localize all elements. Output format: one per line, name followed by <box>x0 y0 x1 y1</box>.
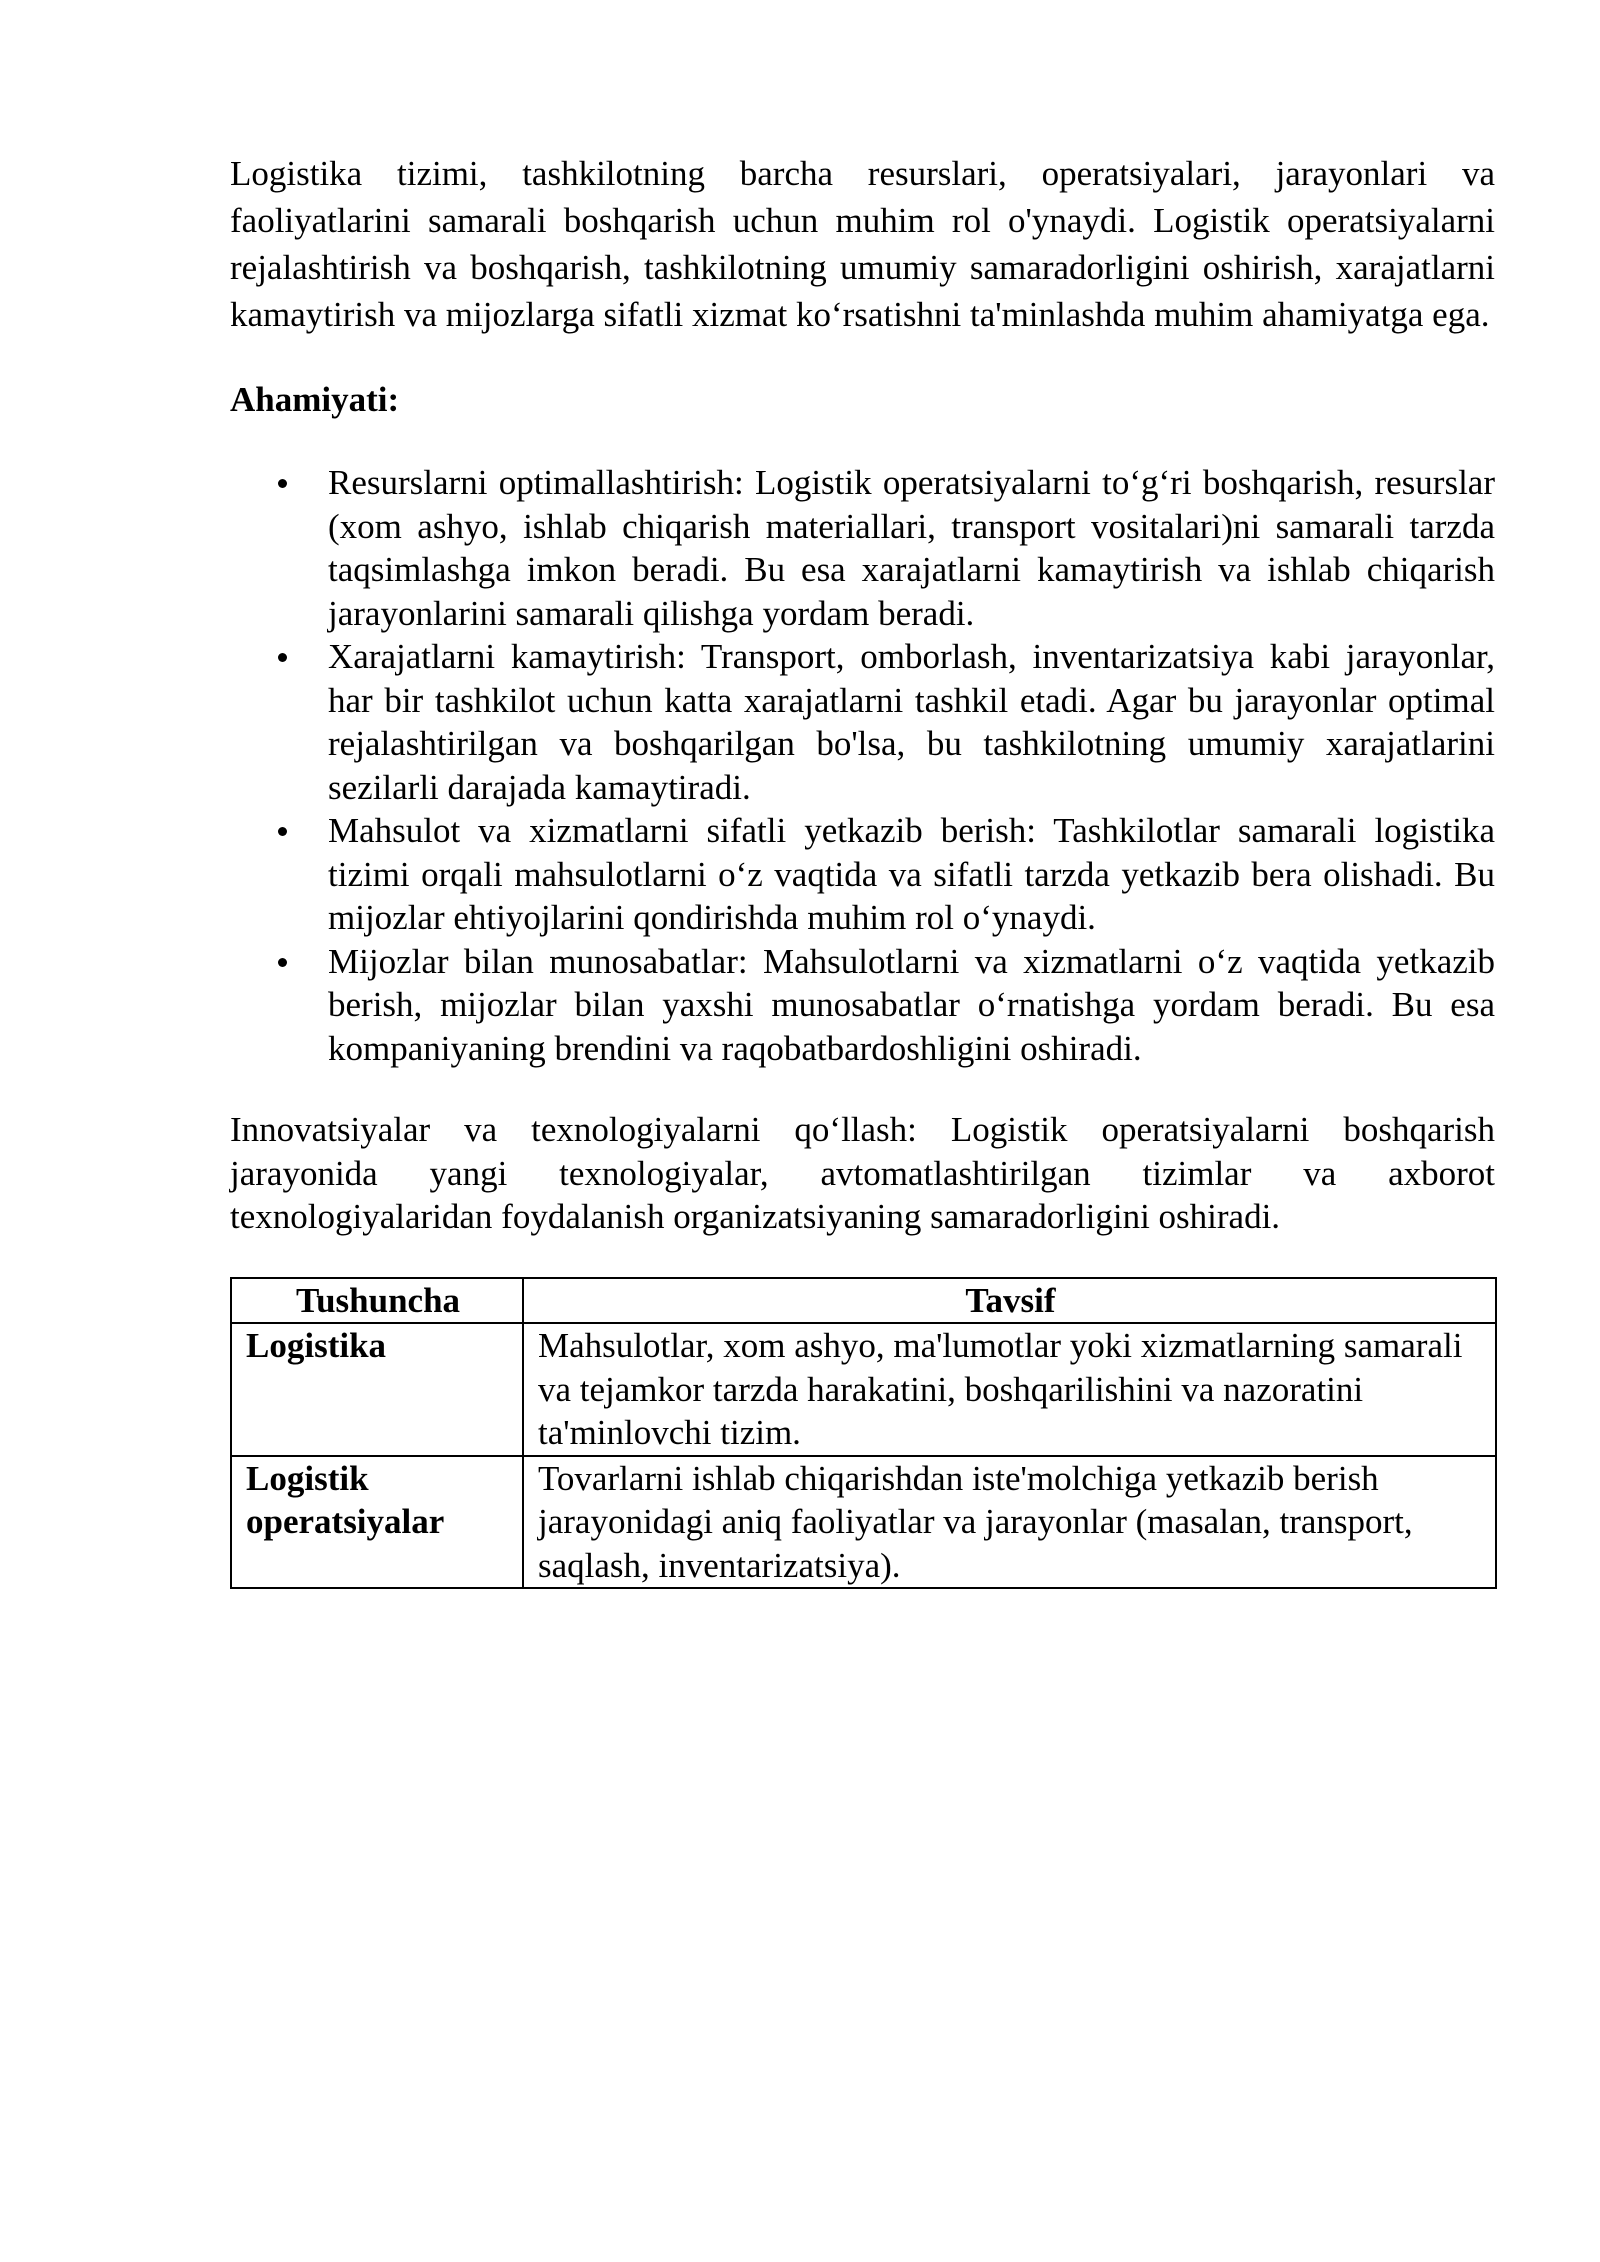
list-item-text: Mahsulot va xizmatlarni sifatli yetkazib berish: Tashkilotlar samarali logistika tizimi orqali mahsulotlarni oʻz vaqtida va sifatli tarzda yetkazib bera olishadi. Bu mijozlar ehtiyojlarini qondirishda muhim rol oʻynaydi. <box>328 811 1495 937</box>
term-cell: Logistika <box>231 1323 523 1456</box>
document-page <box>230 150 1495 1589</box>
column-header-description: Tavsif <box>523 1278 1496 1324</box>
list-item <box>328 809 1495 940</box>
list-item-text: Mijozlar bilan munosabatlar: Mahsulotlarni va xizmatlarni oʻz vaqtida yetkazib berish, mijozlar bilan yaxshi munosabatlar oʻrnatishga yordam beradi. Bu esa kompaniyaning brendini va raqobatbardoshligini oshiradi. <box>328 941 1495 1068</box>
description-cell: Mahsulotlar, xom ashyo, ma'lumotlar yoki xizmatlarning samarali va tejamkor tarzda harakatini, boshqarilishini va nazoratini ta'minlovchi tizim. <box>523 1323 1496 1456</box>
list-item-text: Xarajatlarni kamaytirish: Transport, omborlash, inventarizatsiya kabi jarayonlar, har bir tashkilot uchun katta xarajatlarni tashkil etadi. Agar bu jarayonlar optimal rejalashtirilgan va boshqarilgan bo'lsa, bu tashkilotning umumiy xarajatlarini sezilarli darajada kamaytiradi. <box>328 637 1495 807</box>
table-row <box>231 1456 1496 1589</box>
importance-bullet-list <box>230 461 1495 1070</box>
list-item-text: Resurslarni optimallashtirish: Logistik operatsiyalarni toʻgʻri boshqarish, resurslar (xom ashyo, ishlab chiqarish materiallari, transport vositalari)ni samarali tarzda taqsimlashga imkon beradi. Bu esa xarajatlarni kamaytirish va ishlab chiqarish jarayonlarini samarali qilishga yordam beradi. <box>328 463 1495 633</box>
list-item <box>328 461 1495 635</box>
bullet-icon <box>278 827 287 836</box>
bullet-icon <box>278 653 287 662</box>
list-item <box>328 635 1495 809</box>
table-row <box>231 1323 1496 1456</box>
section-heading: Ahamiyati: <box>230 380 400 419</box>
bullet-icon <box>278 479 287 488</box>
intro-paragraph: Logistika tizimi, tashkilotning barcha resurslari, operatsiyalari, jarayonlari va faoliyatlarini samarali boshqarish uchun muhim rol o'ynaydi. Logistik operatsiyalarni rejalashtirish va boshqarish, tashkilotning umumiy samaradorligini oshirish, xarajatlarni kamaytirish va mijozlarga sifatli xizmat koʻrsatishni ta'minlashda muhim ahamiyatga ega. <box>230 154 1495 334</box>
bullet-icon <box>278 958 287 967</box>
list-item <box>328 940 1495 1071</box>
terms-table <box>230 1277 1497 1590</box>
innovation-paragraph: Innovatsiyalar va texnologiyalarni qoʻllash: Logistik operatsiyalarni boshqarish jarayonida yangi texnologiyalar, avtomatlashtirilgan tizimlar va axborot texnologiyalaridan foydalanish organizatsiyaning samaradorligini oshiradi. <box>230 1110 1495 1236</box>
table-header-row <box>231 1278 1496 1324</box>
column-header-term: Tushuncha <box>231 1278 523 1324</box>
term-cell: Logistik operatsiyalar <box>231 1456 523 1589</box>
description-cell: Tovarlarni ishlab chiqarishdan iste'molchiga yetkazib berish jarayonidagi aniq faoliyatlar va jarayonlar (masalan, transport, saqlash, inventarizatsiya). <box>523 1456 1496 1589</box>
